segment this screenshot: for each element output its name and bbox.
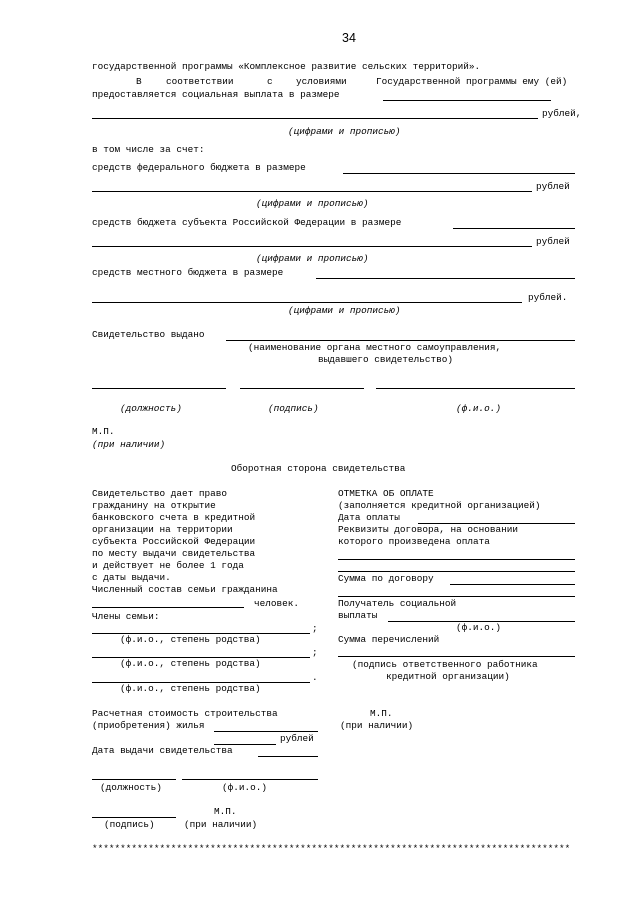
requisites-field-2 — [338, 571, 575, 572]
cost-label-1: Расчетная стоимость строительства — [92, 708, 278, 719]
bank-signature-hint-2: кредитной организации) — [386, 671, 510, 682]
requisites-field — [338, 559, 575, 560]
signature-field — [240, 388, 364, 389]
issued-label: Свидетельство выдано — [92, 329, 205, 340]
federal-field — [343, 173, 575, 174]
issuer-hint-1: (наименование органа местного самоуправления, — [248, 342, 502, 353]
issuer-field — [226, 340, 575, 341]
position-field — [92, 779, 176, 780]
rub-label: рублей — [536, 236, 570, 247]
family-count-field — [92, 607, 244, 608]
transferred-label: Сумма перечислений — [338, 634, 440, 645]
intro-word: Государственной программы ему (ей) — [376, 76, 568, 87]
bank-signature-hint-1: (подпись ответственного работника — [352, 659, 538, 670]
including-label: в том числе за счет: — [92, 144, 205, 155]
cost-label-2: (приобретения) жилья — [92, 720, 205, 731]
sum-field-2 — [338, 596, 575, 597]
position-field — [92, 388, 226, 389]
signature-hint: (подпись) — [104, 819, 155, 830]
subject-field — [453, 228, 575, 229]
stamp-label: М.П. — [214, 806, 237, 817]
recipient-label-2: выплаты — [338, 610, 378, 621]
fio-hint: (ф.и.о., степень родства) — [120, 634, 261, 645]
hint: (цифрами и прописью) — [288, 305, 401, 316]
left-text: с даты выдачи. — [92, 572, 171, 583]
left-text: банковского счета в кредитной — [92, 512, 256, 523]
stamp-label: М.П. — [370, 708, 393, 719]
stamp-label: М.П. — [92, 426, 115, 437]
payment-subtitle: (заполняется кредитной организацией) — [338, 500, 541, 511]
position-hint: (должность) — [120, 403, 182, 414]
hint: (цифрами и прописью) — [288, 126, 401, 137]
amount-field-2 — [92, 118, 538, 119]
intro-word: соответствии — [166, 76, 234, 87]
cost-field — [214, 731, 318, 732]
issuer-hint-2: выдавшего свидетельство) — [318, 354, 454, 365]
members-label: Члены семьи: — [92, 611, 160, 622]
name-field — [182, 779, 318, 780]
intro-line-3: предоставляется социальная выплата в размере — [92, 89, 340, 100]
fio-hint: (ф.и.о., степень родства) — [120, 658, 261, 669]
name-hint: (ф.и.о.) — [456, 403, 502, 414]
federal-field-2 — [92, 191, 532, 192]
local-field-2 — [92, 302, 522, 303]
pay-date-label: Дата оплаты — [338, 512, 400, 523]
semicolon: ; — [312, 647, 318, 658]
sum-field — [450, 584, 575, 585]
subject-budget-label: средств бюджета субъекта Российской Федерации в размере — [92, 217, 402, 228]
cost-rub: рублей — [280, 733, 314, 744]
left-text: по месту выдачи свидетельства — [92, 548, 256, 559]
persons-label: человек. — [254, 598, 300, 609]
stamp-note: (при наличии) — [340, 720, 414, 731]
transferred-field — [338, 656, 575, 657]
signature-field — [92, 817, 176, 818]
recipient-label-1: Получатель социальной — [338, 598, 457, 609]
requisites-label-1: Реквизиты договора, на основании — [338, 524, 519, 535]
semicolon: ; — [312, 623, 318, 634]
rub-label: рублей. — [528, 292, 568, 303]
left-text: субъекта Российской Федерации — [92, 536, 256, 547]
hint: (цифрами и прописью) — [256, 198, 369, 209]
signature-hint: (подпись) — [268, 403, 319, 414]
left-text: Свидетельство дает право — [92, 488, 228, 499]
local-field — [316, 278, 575, 279]
federal-budget-label: средств федерального бюджета в размере — [92, 162, 306, 173]
dot: . — [312, 672, 318, 683]
fio-hint: (ф.и.о., степень родства) — [120, 683, 261, 694]
rub-label: рублей — [536, 181, 570, 192]
hint: (цифрами и прописью) — [256, 253, 369, 264]
left-text: организации на территории — [92, 524, 233, 535]
left-text: Численный состав семьи гражданина — [92, 584, 278, 595]
reverse-title: Оборотная сторона свидетельства — [231, 463, 406, 474]
left-text: и действует не более 1 года — [92, 560, 244, 571]
intro-word: условиями — [296, 76, 347, 87]
amount-field — [383, 100, 551, 101]
left-text: гражданину на открытие — [92, 500, 216, 511]
position-hint: (должность) — [100, 782, 162, 793]
payment-title: ОТМЕТКА ОБ ОПЛАТЕ — [338, 488, 434, 499]
subject-field-2 — [92, 246, 532, 247]
intro-word: В — [136, 76, 142, 87]
fio-hint: (ф.и.о.) — [456, 622, 502, 633]
requisites-label-2: которого произведена оплата — [338, 536, 490, 547]
local-budget-label: средств местного бюджета в размере — [92, 267, 284, 278]
page-number: 34 — [342, 31, 356, 45]
intro-line-1: государственной программы «Комплексное развитие сельских территорий». — [92, 61, 481, 72]
stamp-note: (при наличии) — [92, 439, 166, 450]
issue-date-label: Дата выдачи свидетельства — [92, 745, 233, 756]
sum-label: Сумма по договору — [338, 573, 434, 584]
rub-label: рублей, — [542, 108, 582, 119]
name-hint: (ф.и.о.) — [222, 782, 268, 793]
issue-date-field — [258, 756, 318, 757]
name-field — [376, 388, 575, 389]
stamp-note: (при наличии) — [184, 819, 258, 830]
intro-word: с — [267, 76, 273, 87]
separator-stars: ************************************************************************************* — [92, 843, 571, 854]
